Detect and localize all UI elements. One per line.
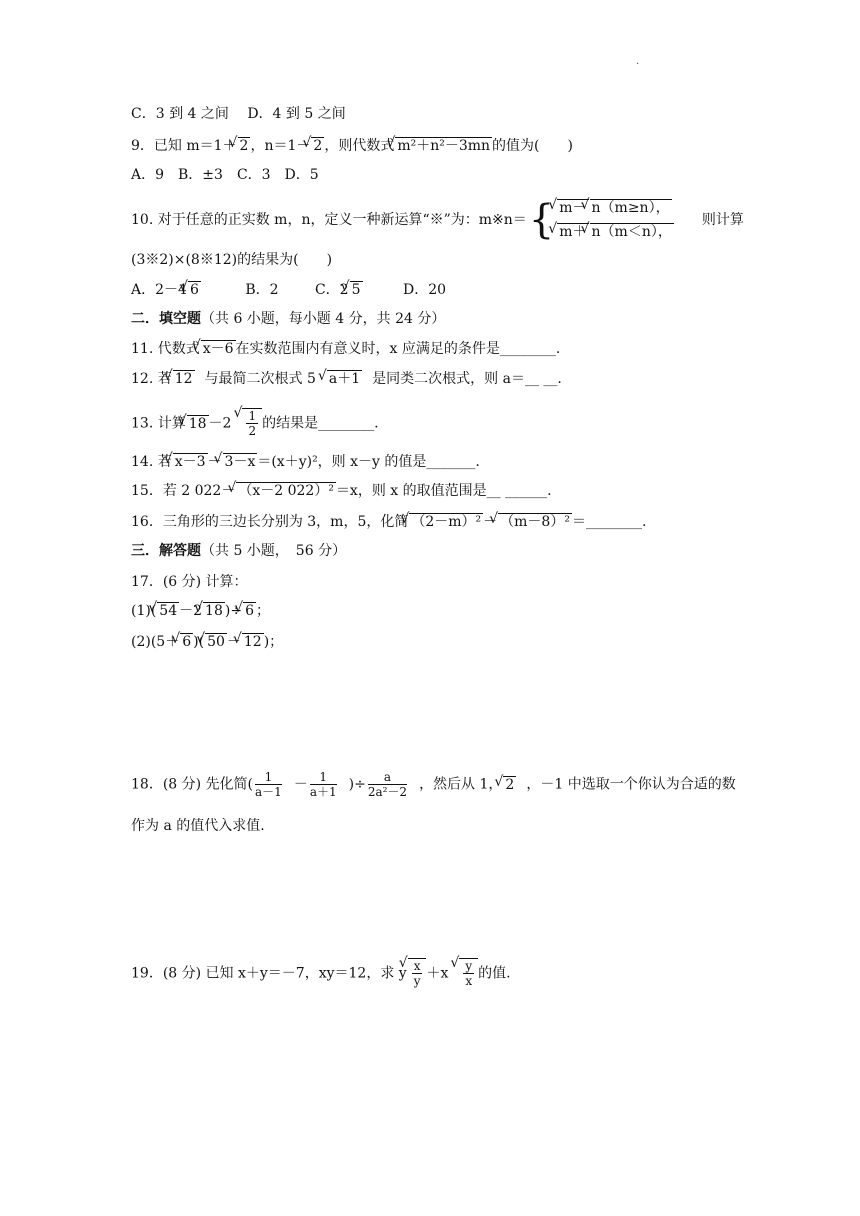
sqrt: √ （m－8）² <box>498 513 572 530</box>
sqrt: √ 6 <box>243 602 256 619</box>
q14-text: － <box>207 454 222 470</box>
q9-text: ，则代数式 <box>324 138 395 154</box>
frac-den: x <box>465 974 473 988</box>
sqrt: √ 50 <box>205 633 227 650</box>
question-13 <box>131 408 379 438</box>
q18-text: ，－1 中选取一个你认为合适的数 <box>526 776 736 793</box>
sqrt: √ m－ <box>557 199 588 216</box>
q17-text: )( <box>193 634 205 650</box>
header-mark: . <box>636 56 640 67</box>
question-14 <box>131 452 480 472</box>
frac-num: 1 <box>255 770 282 785</box>
sqrt: √ 3－x <box>223 453 258 470</box>
q9-text: ，n＝1－ <box>250 138 311 154</box>
q10-text: 则计算 <box>701 212 744 228</box>
section-note: （共 5 小题， 56 分） <box>201 543 347 559</box>
sqrt: √ x－6 <box>201 340 236 357</box>
section-title: 二．填空题 <box>131 311 201 327</box>
frac-den: 2 <box>248 424 257 438</box>
frac-num: √ y <box>465 959 473 973</box>
sqrt: √ 6 <box>188 281 201 298</box>
section-2-heading <box>131 309 445 329</box>
q17-part-2 <box>131 632 283 652</box>
sqrt: √ n（m＜n）， <box>590 223 674 240</box>
q10-cases <box>527 196 674 244</box>
section-note: （共 6 小题，每小题 4 分，共 24 分） <box>201 311 446 327</box>
question-18 <box>131 770 736 799</box>
q17-text: (1)( <box>131 603 157 619</box>
section-3-heading <box>131 541 346 561</box>
sqrt: √ 18 <box>203 602 225 619</box>
brace: { <box>528 197 555 243</box>
sqrt: √ x－3 <box>173 453 208 470</box>
q12-text: 12. 若 <box>131 371 172 387</box>
sqrt: √ 12 <box>173 370 195 387</box>
q9-text: 9．已知 m＝1＋ <box>131 138 237 154</box>
frac-num: 1 <box>310 770 337 785</box>
sqrt: √ （2－m）² <box>409 513 483 530</box>
q10-opt-a: A．2－4 <box>131 282 187 298</box>
q10-text: 10. 对于任意的正实数 m，n，定义一种新运算“※”为：m※n＝ <box>131 212 527 228</box>
q12-text: 是同类二次根式，则 a＝__ __. <box>372 371 562 387</box>
frac-den: a＋1 <box>309 785 337 799</box>
sqrt: √ n（m≥n）， <box>590 199 672 216</box>
question-17: 17．(6 分) 计算： <box>131 574 248 590</box>
sqrt <box>408 958 427 988</box>
question-10 <box>131 196 744 244</box>
q11-text: 在实数范围内有意义时，x 应满足的条件是________. <box>235 341 561 357</box>
q9-text: 的值为( ) <box>492 138 573 154</box>
q17-text: )÷ <box>224 603 243 619</box>
section-title: 三．解答题 <box>131 543 201 559</box>
q19-text: 的值. <box>478 965 511 982</box>
frac-den: a－1 <box>255 785 282 799</box>
sqrt: √ 18 <box>187 415 209 432</box>
frac-den: 2a²－2 <box>367 785 408 799</box>
sqrt: √ 2 <box>503 776 516 793</box>
sqrt: √ 54 <box>157 602 179 619</box>
q10-opt-c: C．2 <box>314 282 349 298</box>
q8-options: C．3 到 4 之间 D．4 到 5 之间 <box>131 106 346 122</box>
q17-part-1 <box>131 601 270 621</box>
sqrt: √ 6 <box>180 633 193 650</box>
q19-text: 19．(8 分) 已知 x＋y＝－7，xy＝12，求 y <box>131 965 407 982</box>
sqrt <box>459 958 478 988</box>
q14-text: 14. 若 <box>131 454 172 470</box>
q13-text: 的结果是________. <box>262 415 379 432</box>
question-19 <box>131 958 511 988</box>
q18-line2: 作为 a 的值代入求值. <box>131 818 265 834</box>
q16-text: ＝________. <box>571 514 647 530</box>
question-9 <box>131 136 573 156</box>
q16-text: 16．三角形的三边长分别为 3，m，5，化简 <box>131 514 409 530</box>
sqrt: √ m＋ <box>557 223 588 240</box>
q10-line2: (3※2)×(8※12)的结果为( ) <box>131 252 333 268</box>
question-16 <box>131 512 646 532</box>
sqrt: √ 5 <box>350 281 363 298</box>
q16-text: － <box>483 514 498 530</box>
q9-options: A．9 B．±3 C．3 D．5 <box>131 167 319 183</box>
q11-text: 11. 代数式 <box>131 341 200 357</box>
sqrt: √ 12 <box>242 633 264 650</box>
q13-text: 13. 计算 <box>131 415 186 432</box>
q17-text: )； <box>263 634 284 650</box>
frac-num: √ 1 <box>248 409 257 423</box>
frac-den: y <box>413 974 421 988</box>
frac-num: √ x <box>413 959 421 973</box>
q18-text: － <box>293 776 308 793</box>
q13-text: －2 <box>208 415 232 432</box>
q17-text: ； <box>256 603 270 619</box>
sqrt: √ m²＋n²－3mn <box>395 137 492 154</box>
question-11 <box>131 339 560 359</box>
q18-text: ，然后从 1， <box>419 776 503 793</box>
q10-options <box>131 280 446 300</box>
q19-text: ＋x <box>426 965 449 982</box>
sqrt: √ （x－2 022）² <box>236 482 336 499</box>
q14-text: ＝(x＋y)²，则 x－y 的值是_______. <box>257 454 480 470</box>
frac-num: a <box>368 770 407 785</box>
q15-text: ＝x，则 x 的取值范围是__ ______. <box>335 483 552 499</box>
question-15 <box>131 481 552 501</box>
q17-text: －2 <box>179 603 203 619</box>
sqrt: √ 2 <box>311 137 324 154</box>
q12-text: 与最简二次根式 5 <box>204 371 316 387</box>
sqrt <box>242 408 262 438</box>
q17-text: (2)(5＋ <box>131 634 180 650</box>
sqrt: √ a＋1 <box>327 370 362 387</box>
q17-text: － <box>226 634 241 650</box>
q18-text: )÷ <box>348 776 366 793</box>
q15-text: 15．若 2 022－ <box>131 483 236 499</box>
q10-opt-d: D．20 <box>402 282 447 298</box>
q18-text: 18．(8 分) 先化简( <box>131 776 254 793</box>
q10-opt-b: B．2 <box>245 282 279 298</box>
question-12 <box>131 369 562 389</box>
sqrt: √ 2 <box>238 137 251 154</box>
